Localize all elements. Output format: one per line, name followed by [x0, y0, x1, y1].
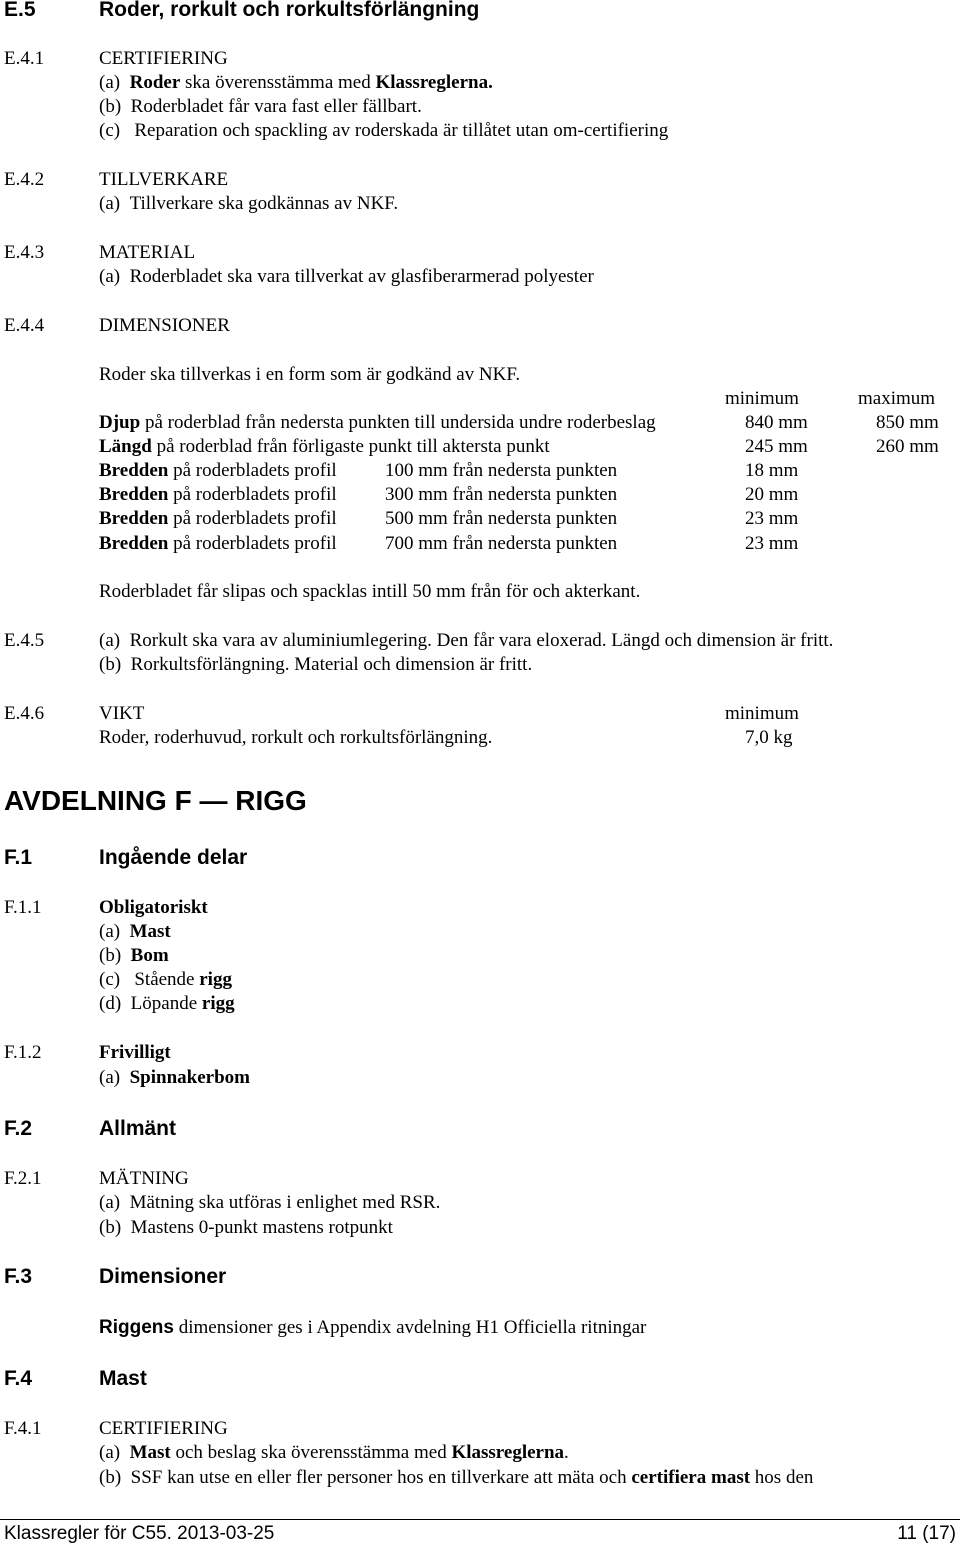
rule-item: (a) Mast — [99, 921, 171, 942]
rule-item: (a) Roderbladet ska vara tillverkat av glasfiberarmerad polyester — [99, 266, 594, 287]
rule-number: F.2.1 — [4, 1168, 42, 1189]
dimension-row-label: Bredden på roderbladets profil — [99, 460, 337, 481]
rule-item: (a) Spinnakerbom — [99, 1067, 250, 1088]
rule-item: (a) Rorkult ska vara av aluminiumlegering. Den får vara eloxerad. Längd och dimension är fritt. — [99, 630, 834, 651]
dimension-row-min: 245 mm — [745, 436, 808, 457]
rule-item: (c) Stående rigg — [99, 969, 232, 990]
rule-item: (b) Mastens 0-punkt mastens rotpunkt — [99, 1217, 393, 1238]
column-header-minimum: minimum — [725, 703, 799, 724]
rule-item: (b) Roderbladet får vara fast eller fällbart. — [99, 96, 422, 117]
rule-heading: VIKT — [99, 703, 145, 724]
rule-item: (b) Rorkultsförlängning. Material och dimension är fritt. — [99, 654, 533, 675]
rule-number: E.4.5 — [4, 630, 45, 651]
section-number: F.4 — [4, 1367, 33, 1390]
rule-heading: TILLVERKARE — [99, 169, 229, 190]
rule-heading: Obligatoriskt — [99, 897, 208, 918]
dimension-row-min: 18 mm — [745, 460, 799, 481]
dimension-row-min: 20 mm — [745, 484, 799, 505]
dimension-row-position: 500 mm från nedersta punkten — [385, 508, 618, 529]
rule-number: E.4.3 — [4, 242, 45, 263]
section-title: Allmänt — [99, 1117, 177, 1140]
dimension-row-min: 23 mm — [745, 533, 799, 554]
rule-heading: DIMENSIONER — [99, 315, 230, 336]
rule-item: (c) Reparation och spackling av roderskada är tillåtet utan om-certifiering — [99, 120, 669, 141]
rule-item: (a) Tillverkare ska godkännas av NKF. — [99, 193, 399, 214]
rule-item: (b) SSF kan utse en eller fler personer hos en tillverkare att mäta och certifiera mast hos den — [99, 1467, 814, 1488]
rule-heading: CERTIFIERING — [99, 1418, 228, 1439]
section-number: F.2 — [4, 1117, 33, 1140]
section-title: Dimensioner — [99, 1265, 227, 1288]
rule-item: (d) Löpande rigg — [99, 993, 235, 1014]
column-header-maximum: maximum — [858, 388, 936, 409]
dimension-row-max: 850 mm — [876, 412, 939, 433]
rule-number: E.4.4 — [4, 315, 45, 336]
rule-text: Roder, roderhuvud, rorkult och rorkultsförlängning. — [99, 727, 493, 748]
rule-number: F.1.1 — [4, 897, 42, 918]
rule-number: E.4.2 — [4, 169, 45, 190]
rule-item: (a) Mätning ska utföras i enlighet med RSR. — [99, 1192, 441, 1213]
dimension-row-position: 300 mm från nedersta punkten — [385, 484, 618, 505]
footer-divider — [0, 1519, 960, 1520]
rule-text: Roderbladet får slipas och spacklas intill 50 mm från för och akterkant. — [99, 581, 641, 602]
dimension-row-position: 100 mm från nedersta punkten — [385, 460, 618, 481]
rule-heading: MÄTNING — [99, 1168, 189, 1189]
rule-item: (a) Roder ska överensstämma med Klassreglerna. — [99, 72, 493, 93]
rule-number: F.1.2 — [4, 1042, 42, 1063]
dimension-row-max: 260 mm — [876, 436, 939, 457]
dimension-row-label: Bredden på roderbladets profil — [99, 508, 337, 529]
rule-heading: MATERIAL — [99, 242, 196, 263]
dimension-row-position: 700 mm från nedersta punkten — [385, 533, 618, 554]
rule-text: Riggens dimensioner ges i Appendix avdelning H1 Officiella ritningar — [99, 1317, 647, 1338]
rule-number: E.4.6 — [4, 703, 45, 724]
section-number: E.5 — [4, 0, 36, 21]
dimension-row-min: 23 mm — [745, 508, 799, 529]
rule-number: E.4.1 — [4, 48, 45, 69]
footer-page-number: 11 (17) — [897, 1523, 956, 1544]
footer-document-title: Klassregler för C55. 2013-03-25 — [4, 1523, 275, 1544]
rule-number: F.4.1 — [4, 1418, 42, 1439]
dimension-row-label: Längd på roderblad från förligaste punkt till aktersta punkt — [99, 436, 550, 457]
dimension-row-label: Bredden på roderbladets profil — [99, 533, 337, 554]
section-number: F.3 — [4, 1265, 33, 1288]
dimension-row-label: Djup på roderblad från nedersta punkten till undersida undre roderbeslag — [99, 412, 656, 433]
dimension-row-label: Bredden på roderbladets profil — [99, 484, 337, 505]
dimension-row-min: 840 mm — [745, 412, 808, 433]
section-title: Roder, rorkult och rorkultsförlängning — [99, 0, 480, 21]
section-number: F.1 — [4, 846, 33, 869]
part-title: AVDELNING F — RIGG — [4, 785, 307, 816]
rule-item: (a) Mast och beslag ska överensstämma med Klassreglerna. — [99, 1442, 569, 1463]
rule-heading: Frivilligt — [99, 1042, 171, 1063]
column-header-minimum: minimum — [725, 388, 799, 409]
rule-item: (b) Bom — [99, 945, 169, 966]
weight-value: 7,0 kg — [745, 727, 793, 748]
section-title: Mast — [99, 1367, 147, 1390]
section-title: Ingående delar — [99, 846, 248, 869]
rule-heading: CERTIFIERING — [99, 48, 228, 69]
rule-text: Roder ska tillverkas i en form som är godkänd av NKF. — [99, 364, 521, 385]
